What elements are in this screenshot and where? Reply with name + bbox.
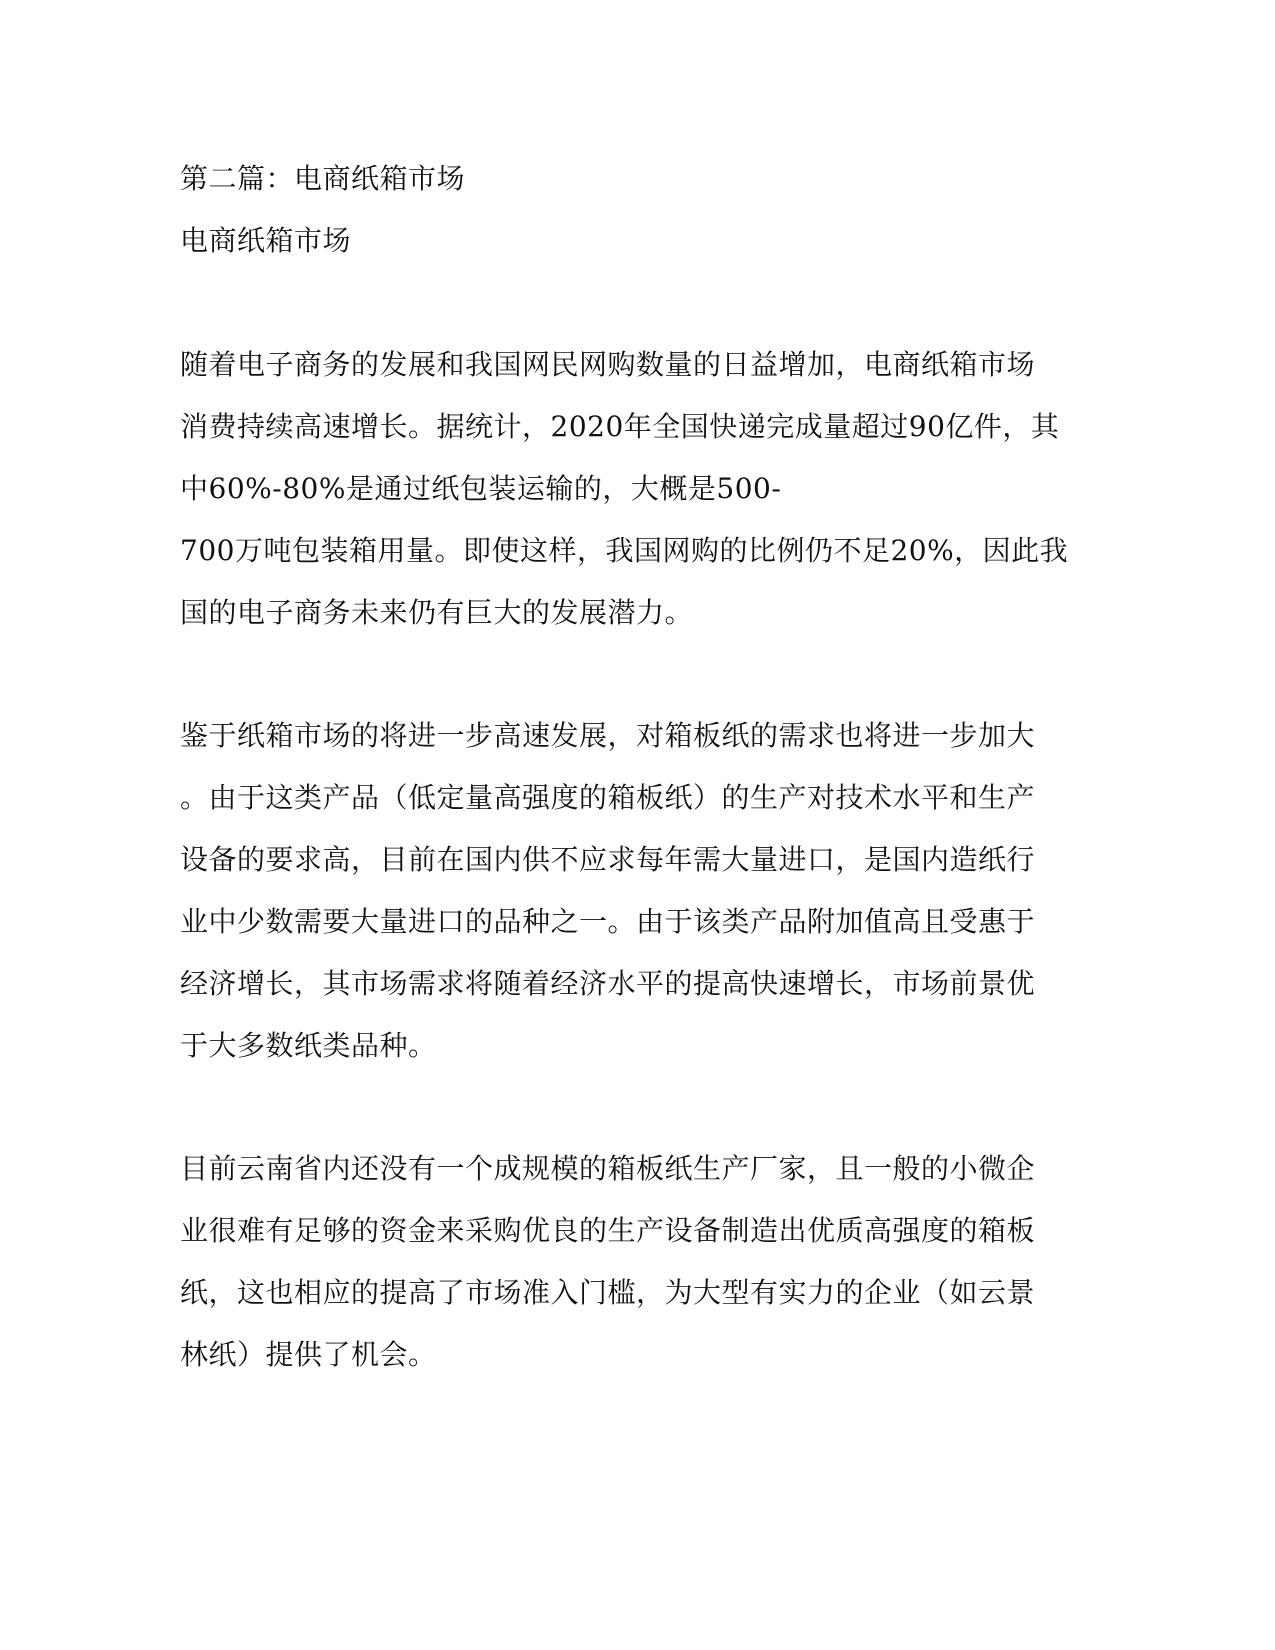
paragraph-line: 随着电子商务的发展和我国网民网购数量的日益增加，电商纸箱市场 bbox=[180, 348, 1036, 381]
paragraph-line: 业很难有足够的资金来采购优良的生产设备制造出优质高强度的箱板 bbox=[180, 1214, 1036, 1247]
paragraph-line: 国的电子商务未来仍有巨大的发展潜力。 bbox=[180, 596, 694, 629]
paragraph-line: 纸，这也相应的提高了市场准入门槛，为大型有实力的企业（如云景 bbox=[180, 1276, 1036, 1309]
paragraph-line: 700万吨包装箱用量。即使这样，我国网购的比例仍不足20%，因此我 bbox=[180, 534, 1069, 567]
paragraph-line: 经济增长，其市场需求将随着经济水平的提高快速增长，市场前景优 bbox=[180, 967, 1036, 1000]
paragraph-line: 鉴于纸箱市场的将进一步高速发展，对箱板纸的需求也将进一步加大 bbox=[180, 719, 1036, 752]
paragraph-line: 业中少数需要大量进口的品种之一。由于该类产品附加值高且受惠于 bbox=[180, 905, 1036, 938]
document-subheading: 电商纸箱市场 bbox=[180, 224, 352, 257]
paragraph-line: 中60%-80%是通过纸包装运输的，大概是500- bbox=[180, 472, 782, 505]
paragraph-line: 消费持续高速增长。据统计，2020年全国快递完成量超过90亿件，其 bbox=[180, 410, 1060, 443]
paragraph-line: 林纸）提供了机会。 bbox=[180, 1338, 437, 1371]
document-heading: 第二篇：电商纸箱市场 bbox=[180, 162, 466, 195]
paragraph-line: 目前云南省内还没有一个成规模的箱板纸生产厂家，且一般的小微企 bbox=[180, 1152, 1036, 1185]
paragraph-line: 设备的要求高，目前在国内供不应求每年需大量进口，是国内造纸行 bbox=[180, 843, 1036, 876]
paragraph-line: 。由于这类产品（低定量高强度的箱板纸）的生产对技术水平和生产 bbox=[180, 781, 1036, 814]
paragraph-line: 于大多数纸类品种。 bbox=[180, 1029, 437, 1062]
